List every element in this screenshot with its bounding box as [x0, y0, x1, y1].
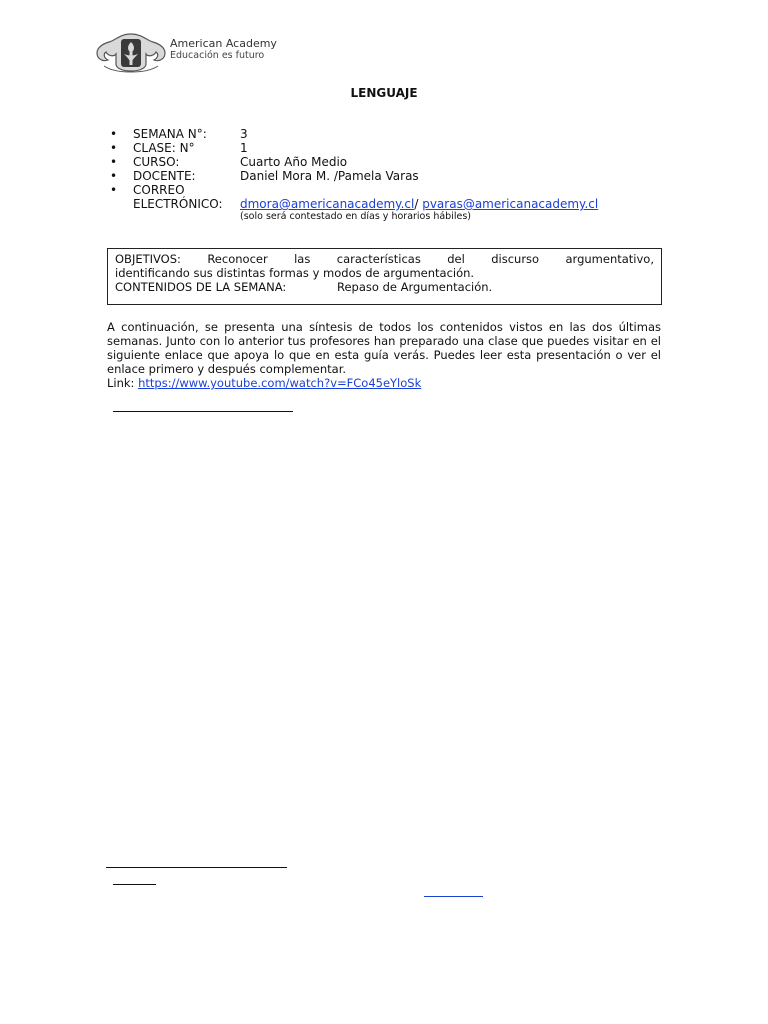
fleur-emblem-icon [94, 30, 168, 74]
link-label: Link: [107, 376, 135, 390]
info-value: 1 [240, 141, 248, 155]
bullet-icon: • [110, 141, 118, 155]
link-row [107, 376, 661, 390]
logo-tagline: Educación es futuro [170, 50, 265, 61]
bullet-icon: • [110, 169, 118, 183]
info-label: CLASE: N° [133, 141, 195, 155]
objectives-line2: identificando sus distintas formas y modos de argumentación. [115, 266, 475, 280]
email-values [240, 197, 598, 211]
email-separator: / [414, 197, 419, 211]
info-value: Cuarto Año Medio [240, 155, 348, 169]
bullet-icon: • [110, 183, 118, 197]
bullet-icon: • [110, 155, 118, 169]
intro-section [107, 320, 661, 390]
objectives-box [107, 248, 662, 305]
footnote-underline [113, 884, 156, 885]
bullet-icon: • [110, 127, 118, 141]
objectives-line1: OBJETIVOS: Reconocer las características del discurso argumentativo, [115, 252, 654, 266]
email-note: (solo será contestado en días y horarios hábiles) [240, 211, 471, 222]
info-value: Daniel Mora M. /Pamela Varas [240, 169, 419, 183]
email-label-line1: CORREO [133, 183, 185, 197]
contents-label: CONTENIDOS DE LA SEMANA: [115, 280, 287, 294]
info-label: DOCENTE: [133, 169, 196, 183]
intro-paragraph: A continuación, se presenta una síntesis de todos los contenidos vistos en las dos últimas semanas. Junto con lo anterior tus profesores han preparado una clase que puedes visitar en el siguiente enlace que apoya lo que en esta guía verás. Puedes leer esta presentación o ver el enlace primero y después complementar. [107, 320, 661, 376]
school-logo [94, 30, 294, 74]
email-label-line2: ELECTRÓNICO: [133, 197, 223, 211]
youtube-link[interactable]: https://www.youtube.com/watch?v=FCo45eYloSk [138, 376, 422, 390]
footnote-link-underline [424, 896, 483, 897]
info-label: CURSO: [133, 155, 180, 169]
divider-line [113, 411, 293, 412]
contents-value: Repaso de Argumentación. [337, 280, 493, 294]
info-value: 3 [240, 127, 248, 141]
contents-row [115, 280, 654, 294]
email-link-dmora[interactable]: dmora@americanacademy.cl [240, 197, 415, 211]
footnote-separator [106, 867, 287, 868]
email-link-pvaras[interactable]: pvaras@americanacademy.cl [422, 197, 599, 211]
page-title: LENGUAJE [350, 86, 418, 100]
logo-name: American Academy [170, 37, 277, 50]
info-label: SEMANA N°: [133, 127, 207, 141]
